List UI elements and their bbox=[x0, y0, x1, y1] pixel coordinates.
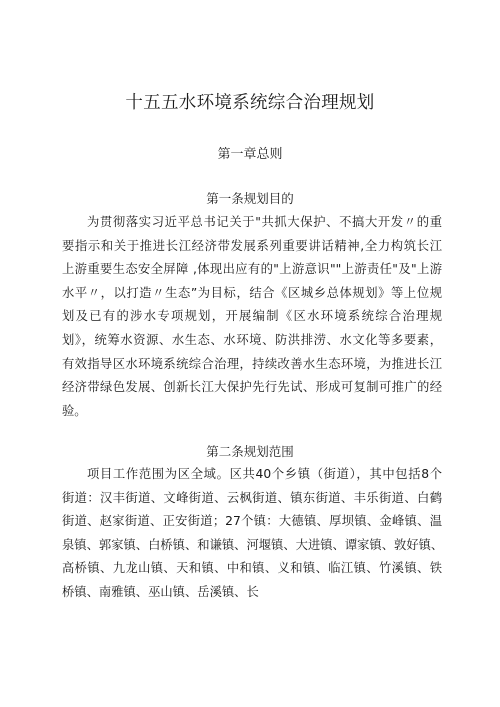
paragraph-line: 划》，统筹水资源、水生态、水环境、防洪排涝、水文化等多要素， bbox=[62, 332, 442, 347]
paragraph-line: 街道、赵家街道、正安街道；27个镇：大德镇、厚坝镇、金峰镇、温 bbox=[62, 514, 442, 529]
section-heading-scope: 第二条规划范围 bbox=[206, 444, 294, 459]
chapter-title: 第一章总则 bbox=[217, 147, 283, 162]
paragraph-line: 划及已有的涉水专项规划，开展编制《区水环境系统综合治理规 bbox=[62, 309, 442, 324]
paragraph-line: 验。 bbox=[62, 403, 87, 418]
paragraph-line: 泉镇、郭家镇、白桥镇、和谦镇、河堰镇、大进镇、谭家镇、敦好镇、 bbox=[62, 537, 444, 552]
paragraph-line: 水平〃，以打造〃生态”为目标，结合《区城乡总体规划》等上位规 bbox=[62, 285, 442, 300]
paragraph-line: 项目工作范围为区全域。区共40个乡镇（街道），其中包括8个 bbox=[87, 467, 442, 481]
paragraph-line: 有效指导区水环境系统综合治理，持续改善水生态环境，为推进长江 bbox=[62, 356, 442, 371]
section-body-scope bbox=[62, 463, 442, 605]
paragraph-line: 街道：汉丰街道、文峰街道、云枫街道、镇东街道、丰乐街道、白鹤 bbox=[62, 490, 442, 505]
paragraph-line: 经济带绿色发展、创新长江大保护先行先试、形成可复制可推广的经 bbox=[62, 380, 442, 395]
paragraph-line: 高桥镇、九龙山镇、天和镇、中和镇、义和镇、临江镇、竹溪镇、铁 bbox=[62, 561, 442, 576]
paragraph-line: 为贯彻落实习近平总书记关于"共抓大保护、不搞大开发〃的重 bbox=[87, 215, 442, 229]
paragraph-line: 上游重要生态安全屏障 ,体现出应有的"上游意识""上游责任"及"上游 bbox=[62, 262, 442, 277]
paragraph-line: 桥镇、南雅镇、巫山镇、岳溪镇、长 bbox=[62, 584, 259, 599]
paragraph-line: 要指示和关于推进长江经济带发展系列重要讲话精神,全力构筑长江 bbox=[62, 238, 442, 253]
section-body-purpose bbox=[62, 211, 442, 423]
section-heading-purpose: 第一条规划目的 bbox=[206, 191, 294, 206]
document-title: 十五五水环境系统综合治理规划 bbox=[125, 93, 375, 113]
